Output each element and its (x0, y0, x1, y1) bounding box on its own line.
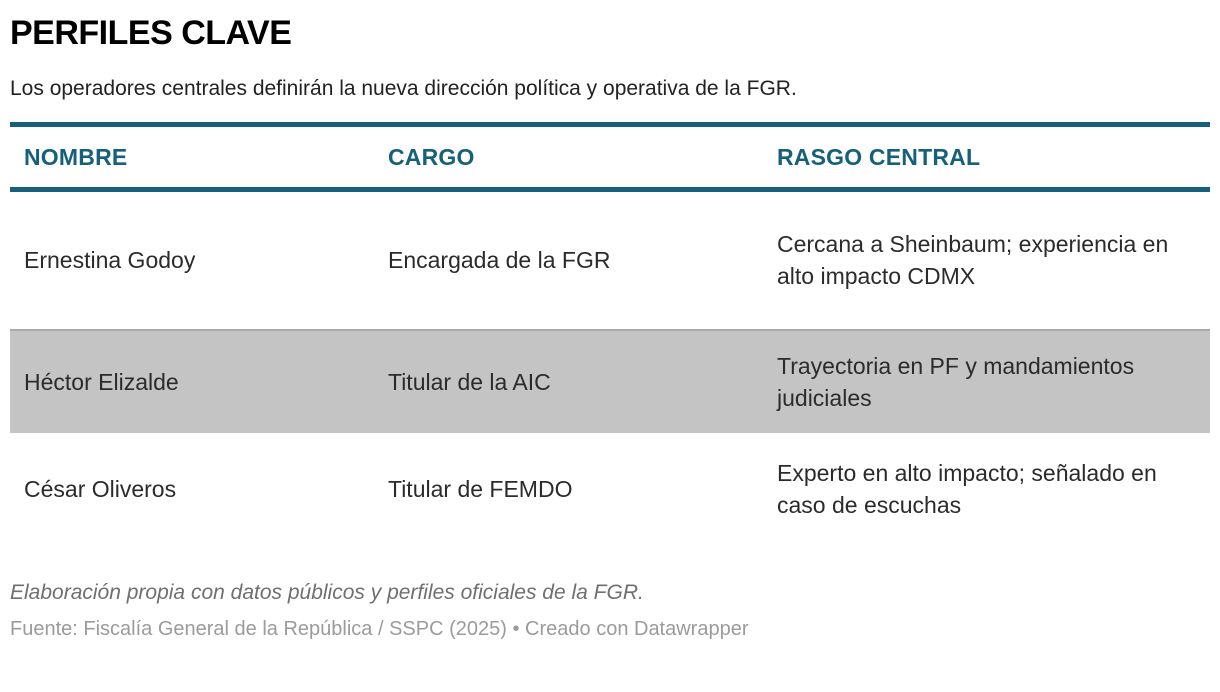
column-header-cargo: CARGO (388, 143, 475, 170)
column-header-nombre: NOMBRE (24, 143, 128, 170)
cell-nombre: Ernestina Godoy (24, 247, 196, 274)
cell-cargo: Encargada de la FGR (388, 247, 611, 274)
table-row (10, 330, 1210, 433)
cell-nombre: César Oliveros (24, 475, 177, 502)
page-subtitle: Los operadores centrales definirán la nueva dirección política y operativa de la FGR. (10, 77, 797, 100)
cell-cargo: Titular de FEMDO (388, 475, 573, 502)
cell-rasgo-central: Experto en alto impacto; señalado en caso de escuchas (777, 459, 1157, 518)
page-title: PERFILES CLAVE (10, 14, 292, 52)
footer-source-line: Fuente: Fiscalía General de la República / SSPC (2025) • Creado con Datawrapper (10, 617, 749, 640)
table-header-row (10, 125, 1210, 190)
cell-rasgo-central: Cercana a Sheinbaum; experiencia en alto impacto CDMX (777, 231, 1169, 290)
cell-rasgo-central: Trayectoria en PF y mandamientos judiciales (777, 352, 1135, 411)
footer-note: Elaboración propia con datos públicos y perfiles oficiales de la FGR. (10, 580, 644, 604)
column-header-rasgo-central: RASGO CENTRAL (777, 143, 981, 170)
profiles-table (10, 122, 1210, 545)
datawrapper-table-embed (0, 14, 1220, 641)
cell-cargo: Titular de la AIC (388, 368, 551, 395)
table-row (10, 433, 1210, 545)
table-row (10, 190, 1210, 330)
cell-nombre: Héctor Elizalde (24, 368, 179, 395)
